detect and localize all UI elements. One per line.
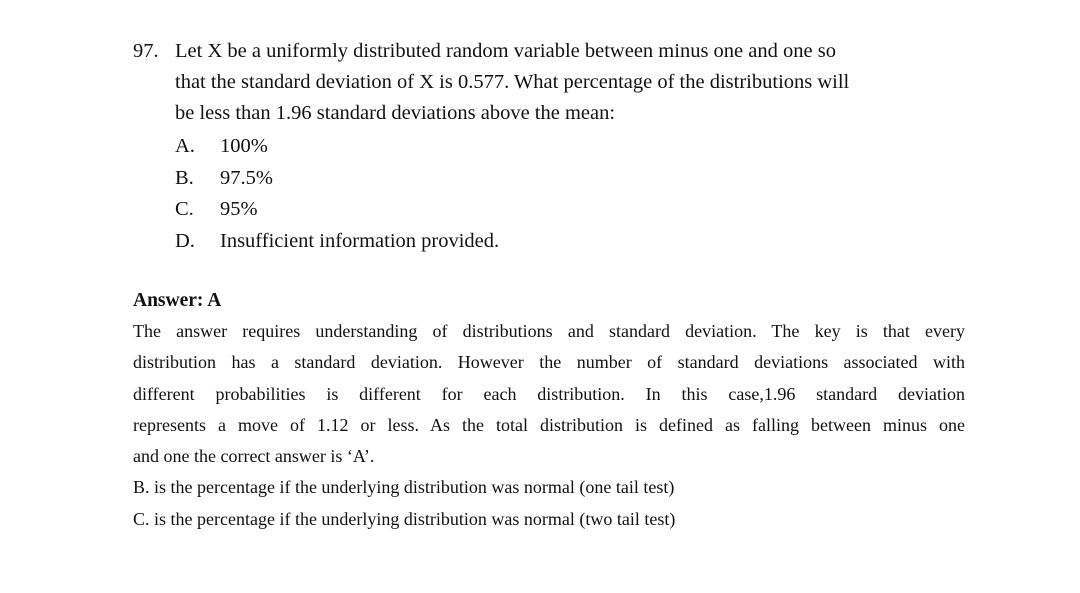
option-text: 95% bbox=[220, 198, 258, 220]
option-b bbox=[133, 163, 993, 195]
explanation-line-3: different probabilities is different for each distribution. In this case,1.96 standard deviation bbox=[133, 383, 965, 404]
question-block bbox=[133, 36, 993, 257]
question-line bbox=[133, 36, 993, 67]
answer-options bbox=[133, 131, 993, 257]
question-text-line-3: be less than 1.96 standard deviations above the mean: bbox=[175, 102, 616, 124]
option-text: 100% bbox=[220, 135, 268, 157]
question-number: 97. bbox=[133, 40, 159, 62]
question-text-line-1: Let X be a uniformly distributed random variable between minus one and one so bbox=[175, 40, 836, 62]
explanation-line-2: distribution has a standard deviation. However the number of standard deviations associated with bbox=[133, 352, 965, 373]
option-letter: B. bbox=[175, 166, 194, 189]
option-letter: C. bbox=[175, 198, 194, 220]
option-letter: A. bbox=[175, 135, 195, 157]
explanation-line-1: The answer requires understanding of distributions and standard deviation. The key is that every bbox=[133, 321, 965, 341]
answer-title: Answer: A bbox=[133, 290, 222, 311]
answer-block bbox=[133, 286, 1033, 535]
option-text: Insufficient information provided. bbox=[220, 229, 500, 252]
option-d bbox=[133, 226, 993, 258]
question-text-line-2: that the standard deviation of X is 0.577. What percentage of the distributions will bbox=[175, 71, 850, 93]
note-line-c: C. is the percentage if the underlying distribution was normal (two tail test) bbox=[133, 508, 676, 529]
explanation-line-4: represents a move of 1.12 or less. As the total distribution is defined as falling between minus one bbox=[133, 414, 965, 435]
option-a bbox=[133, 131, 993, 163]
explanation-line-5: and one the correct answer is ‘A’. bbox=[133, 446, 375, 467]
option-text: 97.5% bbox=[220, 166, 273, 189]
option-c bbox=[133, 194, 993, 226]
option-letter: D. bbox=[175, 229, 195, 252]
note-line-b: B. is the percentage if the underlying distribution was normal (one tail test) bbox=[133, 477, 675, 498]
